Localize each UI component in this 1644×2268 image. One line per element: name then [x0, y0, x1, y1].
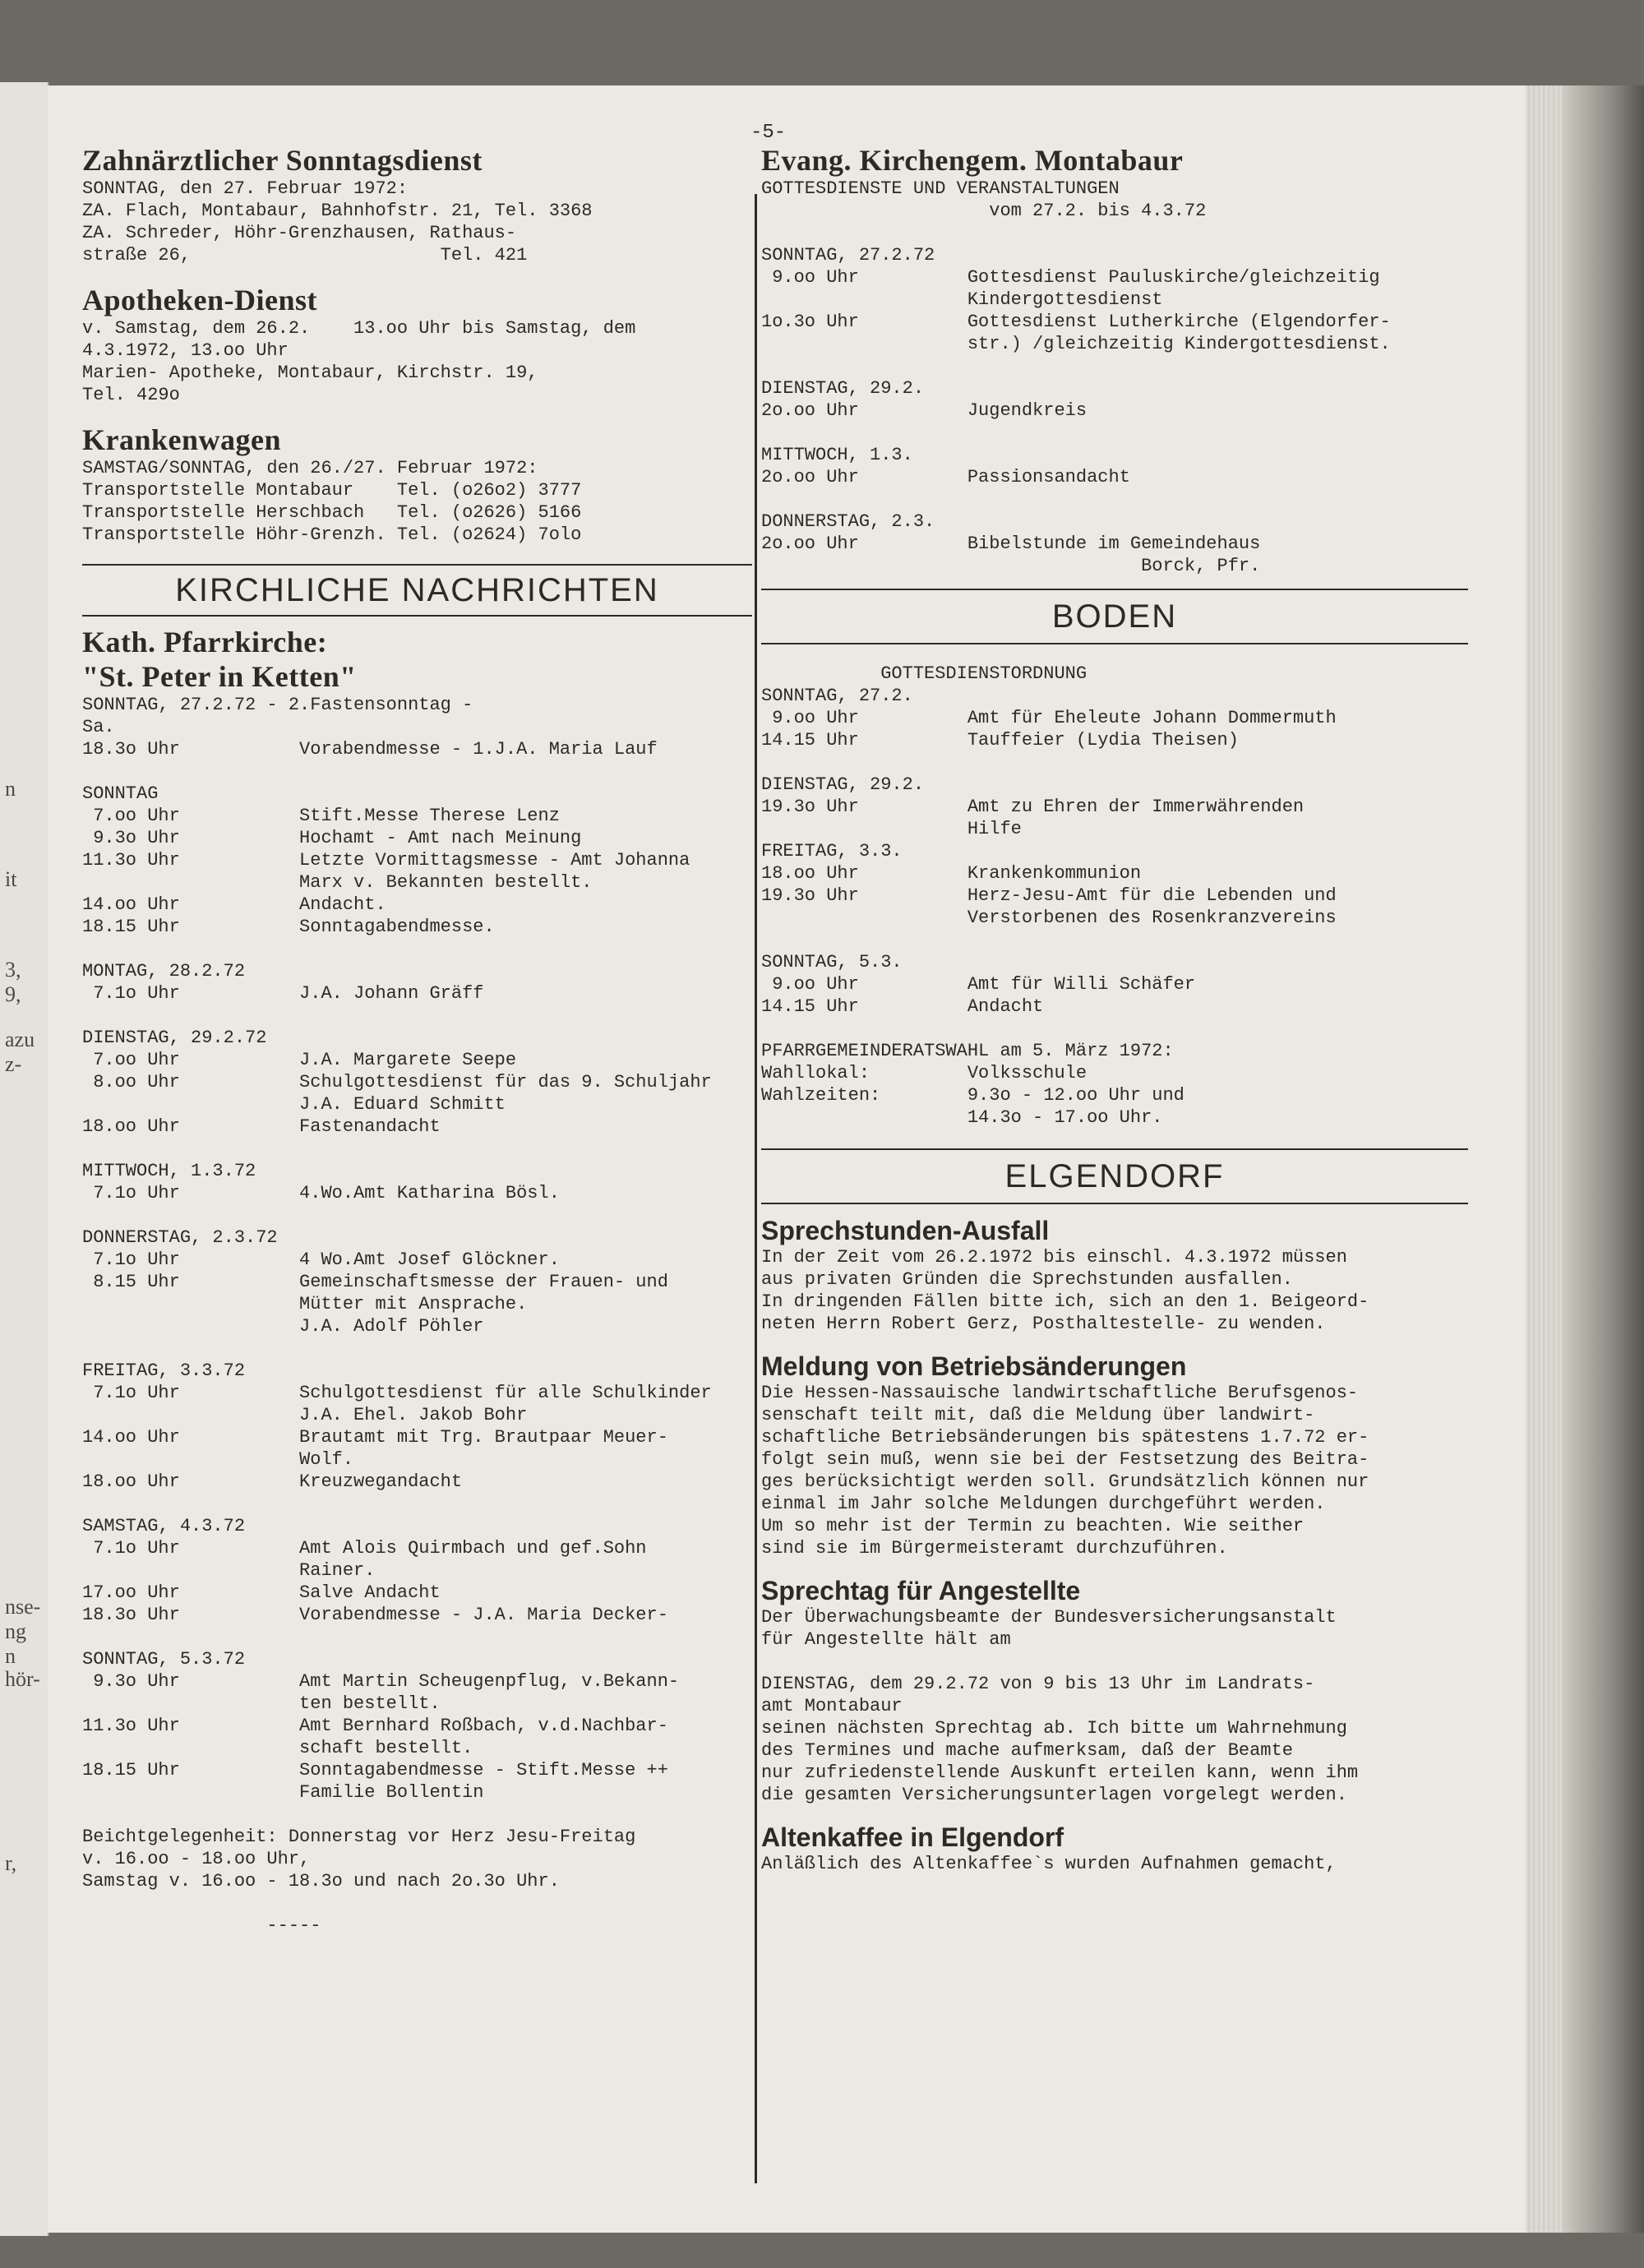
previous-page-edge: [0, 82, 49, 2236]
page-number: -5-: [750, 122, 787, 144]
apotheken-title: Apotheken-Dienst: [82, 284, 318, 316]
meldung-text: Die Hessen-Nassauische landwirtschaftliche Berufsgenos- senschaft teilt mit, daß die Meldung über landwirt- schaftliche Betriebsänderungen bis spätestens 1.7.72 er- folgt sein muß, wenn sie bei der Festsetzung des Beitra- ges berücksichtigt werden soll. Grundsätzlich können nur einmal im Jahr solche Meldungen durchgeführt werden. Um so mehr ist der Termin zu beachten. Wie seither sind sie im Bürgermeisteramt durchzuführen.: [761, 1383, 1369, 1559]
zahnarzt-title: Zahnärztlicher Sonntagsdienst: [82, 144, 483, 177]
evang-schedule: GOTTESDIENSTE UND VERANSTALTUNGEN vom 27.2. bis 4.3.72 SONNTAG, 27.2.72 9.oo Uhr Gottesdienst Pauluskirche/gleichzeitig Kindergottesdienst 1o.3o Uhr Gottesdienst Lutherkirche (Elgendorfer- str.) /gleichzeitig Kindergottesdienst. DIENSTAG, 29.2. 2o.oo Uhr Jugendkreis MITTWOCH, 1.3. 2o.oo Uhr Passionsandacht DONNERSTAG, 2.3. 2o.oo Uhr Bibelstunde im Gemeindehaus Borck, Pfr.: [761, 178, 1391, 576]
column-divider: [755, 194, 757, 2183]
section-rule: [82, 564, 752, 566]
sliver-text: 3,: [5, 958, 21, 982]
krankenwagen-title: Krankenwagen: [82, 423, 282, 456]
sliver-text: r,: [5, 1851, 17, 1875]
sliver-text: azu: [5, 1028, 35, 1051]
left-column: [82, 143, 752, 1937]
evang-title: Evang. Kirchengem. Montabaur: [761, 144, 1184, 177]
sprechstunden-title: Sprechstunden-Ausfall: [761, 1216, 1050, 1245]
pfarrkirche-title: Kath. Pfarrkirche:: [82, 626, 328, 658]
sprechtag-text: Der Überwachungsbeamte der Bundesversicherungsanstalt für Angestellte hält am DIENSTAG, dem 29.2.72 von 9 bis 13 Uhr im Landrats- amt Montabaur seinen nächsten Sprechtag ab. Ich bitte um Wahrnehmung des Termines und mache aufmerksam, daß der Beamte nur zufriedenstellende Auskunft erteilen kann, wenn ihm die gesamten Versicherungsunterlagen vorgelegt werden.: [761, 1607, 1359, 1805]
apotheken-text: v. Samstag, dem 26.2. 13.oo Uhr bis Samstag, dem 4.3.1972, 13.oo Uhr Marien- Apotheke, Montabaur, Kirchstr. 19, Tel. 429o: [82, 318, 636, 405]
sliver-text: hör-: [5, 1667, 40, 1691]
sprechtag-title: Sprechtag für Angestellte: [761, 1576, 1081, 1605]
altenkaffee-title: Altenkaffee in Elgendorf: [761, 1822, 1064, 1852]
church-schedule: SONNTAG, 27.2.72 - 2.Fastensonntag - Sa. 18.3o Uhr Vorabendmesse - 1.J.A. Maria Lauf SONNTAG 7.oo Uhr Stift.Messe Therese Lenz 9.3o Uhr Hochamt - Amt nach Meinung 11.3o Uhr Letzte Vormittagsmesse - Amt Johanna Marx v. Bekannten bestellt. 14.oo Uhr Andacht. 18.15 Uhr Sonntagabendmesse. MONTAG, 28.2.72 7.1o Uhr J.A. Johann Gräff DIENSTAG, 29.2.72 7.oo Uhr J.A. Margarete Seepe 8.oo Uhr Schulgottesdienst für das 9. Schuljahr J.A. Eduard Schmitt 18.oo Uhr Fastenandacht MITTWOCH, 1.3.72 7.1o Uhr 4.Wo.Amt Katharina Bösl. DONNERSTAG, 2.3.72 7.1o Uhr 4 Wo.Amt Josef Glöckner. 8.15 Uhr Gemeinschaftsmesse der Frauen- und Mütter mit Ansprache. J.A. Adolf Pöhler FREITAG, 3.3.72 7.1o Uhr Schulgottesdienst für alle Schulkinder J.A. Ehel. Jakob Bohr 14.oo Uhr Brautamt mit Trg. Brautpaar Meuer- Wolf. 18.oo Uhr Kreuzwegandacht SAMSTAG, 4.3.72 7.1o Uhr Amt Alois Quirmbach und gef.Sohn Rainer. 17.oo Uhr Salve Andacht 18.3o Uhr Vorabendmesse - J.A. Maria Decker- SONNTAG, 5.3.72 9.3o Uhr Amt Martin Scheugenpflug, v.Bekann- ten bestellt. 11.3o Uhr Amt Bernhard Roßbach, v.d.Nachbar- schaft bestellt. 18.15 Uhr Sonntagabendmesse - Stift.Messe ++ Familie Bollentin Beichtgelegenheit: Donnerstag vor Herz Jesu-Freitag v. 16.oo - 18.oo Uhr, Samstag v. 16.oo - 18.3o und nach 2o.3o Uhr. -----: [82, 695, 712, 1936]
right-column: [761, 143, 1468, 1875]
sliver-text: n: [5, 777, 16, 801]
kirchliche-header: KIRCHLICHE NACHRICHTEN: [175, 572, 659, 608]
section-rule: [761, 589, 1468, 590]
zahnarzt-text: SONNTAG, den 27. Februar 1972: ZA. Flach, Montabaur, Bahnhofstr. 21, Tel. 3368 ZA. Schreder, Höhr-Grenzhausen, Rathaus- straße 26, Tel. 421: [82, 178, 593, 266]
meldung-title: Meldung von Betriebsänderungen: [761, 1351, 1187, 1381]
document-page: [48, 85, 1526, 2233]
krankenwagen-text: SAMSTAG/SONNTAG, den 26./27. Februar 1972: Transportstelle Montabaur Tel. (o26o2) 3777 Transportstelle Herschbach Tel. (o2626) 5166 Transportstelle Höhr-Grenzh. Tel. (o2624) 7olo: [82, 458, 582, 545]
pfarrkirche-subtitle: "St. Peter in Ketten": [82, 660, 357, 693]
book-spine: [1562, 85, 1644, 2233]
boden-schedule: GOTTESDIENSTORDNUNG SONNTAG, 27.2. 9.oo Uhr Amt für Eheleute Johann Dommermuth 14.15 Uhr Tauffeier (Lydia Theisen) DIENSTAG, 29.2. 19.3o Uhr Amt zu Ehren der Immerwährenden Hilfe FREITAG, 3.3. 18.oo Uhr Krankenkommunion 19.3o Uhr Herz-Jesu-Amt für die Lebenden und Verstorbenen des Rosenkranzvereins SONNTAG, 5.3. 9.oo Uhr Amt für Willi Schäfer 14.15 Uhr Andacht PFARRGEMEINDERATSWAHL am 5. März 1972: Wahllokal: Volksschule Wahlzeiten: 9.3o - 12.oo Uhr und 14.3o - 17.oo Uhr.: [761, 663, 1337, 1128]
sliver-text: nse-: [5, 1595, 41, 1619]
altenkaffee-text: Anläßlich des Altenkaffee`s wurden Aufnahmen gemacht,: [761, 1854, 1337, 1874]
sliver-text: n: [5, 1644, 16, 1668]
sprechstunden-text: In der Zeit vom 26.2.1972 bis einschl. 4.3.1972 müssen aus privaten Gründen die Sprechstunden ausfallen. In dringenden Fällen bitte ich, sich an den 1. Beigeord- neten Herrn Robert Gerz, Posthaltestelle- zu wenden.: [761, 1247, 1369, 1334]
sliver-text: ng: [5, 1619, 26, 1643]
sliver-text: z-: [5, 1052, 22, 1076]
elgendorf-header: ELGENDORF: [1004, 1158, 1225, 1194]
sliver-text: 9,: [5, 982, 21, 1006]
sliver-text: it: [5, 867, 17, 891]
section-rule: [761, 1148, 1468, 1150]
boden-header: BODEN: [1051, 598, 1178, 635]
